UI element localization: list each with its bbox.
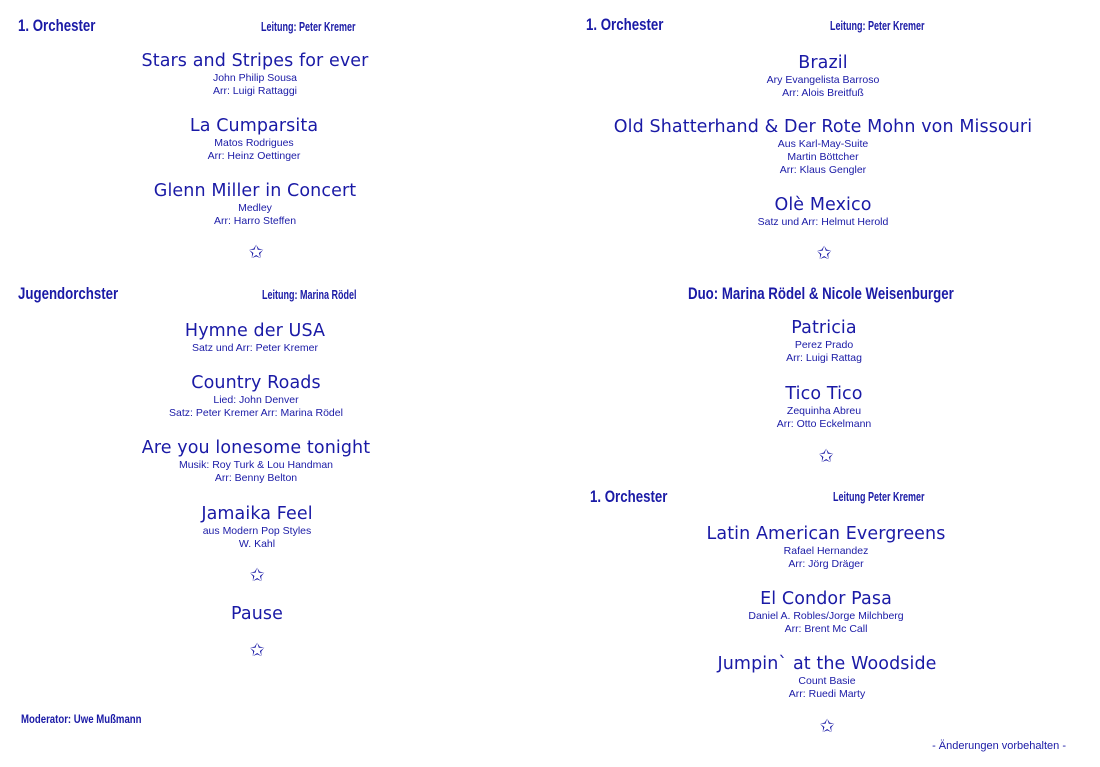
program-piece xyxy=(786,318,862,365)
piece-credit: Arr: Harro Steffen xyxy=(213,215,297,227)
program-piece xyxy=(748,589,903,636)
section-heading: Jugendorchster xyxy=(18,284,119,303)
piece-credit: Satz und Arr: Helmut Herold xyxy=(757,216,889,228)
piece-credit: Lied: John Denver xyxy=(213,394,299,406)
piece-title: Olè Mexico xyxy=(774,195,872,215)
piece-title: Jamaika Feel xyxy=(201,504,313,524)
piece-credit: Arr: Ruedi Marty xyxy=(788,688,866,700)
piece-credit: John Philip Sousa xyxy=(212,72,298,84)
piece-credit: Musik: Roy Turk & Lou Handman xyxy=(178,459,334,471)
piece-title: Patricia xyxy=(791,318,857,338)
piece-credit: Count Basie xyxy=(798,675,856,687)
piece-title: Old Shatterhand & Der Rote Mohn von Missouri xyxy=(613,117,1033,137)
piece-title: Jumpin` at the Woodside xyxy=(717,654,937,674)
section-leader: Leitung: Peter Kremer xyxy=(261,20,356,34)
section-leader: Leitung: Peter Kremer xyxy=(830,19,925,33)
section-heading: 1. Orchester xyxy=(586,15,664,34)
program-piece xyxy=(185,321,325,355)
program-piece xyxy=(777,384,872,431)
piece-credit: Arr: Luigi Rattag xyxy=(786,352,862,364)
piece-credit: Arr: Heinz Oettinger xyxy=(207,150,301,162)
section-leader: Leitung Peter Kremer xyxy=(833,490,925,504)
program-piece xyxy=(231,604,283,625)
program-piece xyxy=(758,195,889,229)
piece-credit: Satz: Peter Kremer Arr: Marina Rödel xyxy=(169,407,343,419)
piece-credit: Martin Böttcher xyxy=(787,151,859,163)
piece-credit: Satz und Arr: Peter Kremer xyxy=(191,342,319,354)
piece-credit: Daniel A. Robles/Jorge Milchberg xyxy=(748,610,904,622)
piece-title: El Condor Pasa xyxy=(760,589,892,609)
program-piece xyxy=(190,116,318,163)
program-piece xyxy=(169,373,343,420)
piece-credit: Zequinha Abreu xyxy=(786,405,862,417)
star-icon: ✩ xyxy=(819,716,835,737)
section-leader: Leitung: Marina Rödel xyxy=(262,288,357,302)
piece-title: Country Roads xyxy=(191,373,321,393)
star-icon: ✩ xyxy=(249,565,265,586)
piece-credit: W. Kahl xyxy=(238,538,276,550)
piece-credit: Medley xyxy=(238,202,272,214)
piece-credit: Arr: Brent Mc Call xyxy=(784,623,868,635)
piece-title: Are you lonesome tonight xyxy=(141,438,371,458)
piece-credit: Ary Evangelista Barroso xyxy=(766,74,880,86)
piece-credit: Arr: Benny Belton xyxy=(214,472,298,484)
piece-title: Stars and Stripes for ever xyxy=(141,51,369,71)
piece-title: Tico Tico xyxy=(785,384,863,404)
moderator-note: Moderator: Uwe Mußmann xyxy=(21,712,142,726)
piece-title: La Cumparsita xyxy=(189,116,319,136)
piece-title: Glenn Miller in Concert xyxy=(153,181,357,201)
program-piece xyxy=(767,53,880,100)
program-piece xyxy=(142,438,370,485)
program-piece xyxy=(717,654,936,701)
piece-title: Hymne der USA xyxy=(184,321,326,341)
piece-title: Latin American Evergreens xyxy=(706,524,946,544)
piece-credit: Rafael Hernandez xyxy=(783,545,869,557)
program-piece xyxy=(707,524,946,571)
piece-credit: Arr: Alois Breitfuß xyxy=(782,87,864,99)
star-icon: ✩ xyxy=(816,243,832,264)
program-piece xyxy=(142,51,369,98)
piece-credit: aus Modern Pop Styles xyxy=(202,525,312,537)
piece-credit: Arr: Jörg Dräger xyxy=(788,558,864,570)
star-icon: ✩ xyxy=(248,242,264,263)
duo-heading: Duo: Marina Rödel & Nicole Weisenburger xyxy=(688,284,954,303)
pause-label: Pause xyxy=(231,604,283,624)
piece-credit: Arr: Klaus Gengler xyxy=(779,164,867,176)
piece-credit: Arr: Otto Eckelmann xyxy=(776,418,872,430)
program-piece xyxy=(201,504,312,551)
section-heading: 1. Orchester xyxy=(590,487,668,506)
program-piece xyxy=(154,181,356,228)
piece-credit: Arr: Luigi Rattaggi xyxy=(212,85,298,97)
piece-credit: Perez Prado xyxy=(794,339,854,351)
section-heading: 1. Orchester xyxy=(18,16,96,35)
piece-credit: Matos Rodrigues xyxy=(214,137,294,149)
star-icon: ✩ xyxy=(818,446,834,467)
program-piece xyxy=(614,117,1032,177)
piece-credit: Aus Karl-May-Suite xyxy=(777,138,869,150)
star-icon: ✩ xyxy=(249,640,265,661)
changes-reserved-note: - Änderungen vorbehalten - xyxy=(932,740,1066,752)
piece-title: Brazil xyxy=(798,53,848,73)
